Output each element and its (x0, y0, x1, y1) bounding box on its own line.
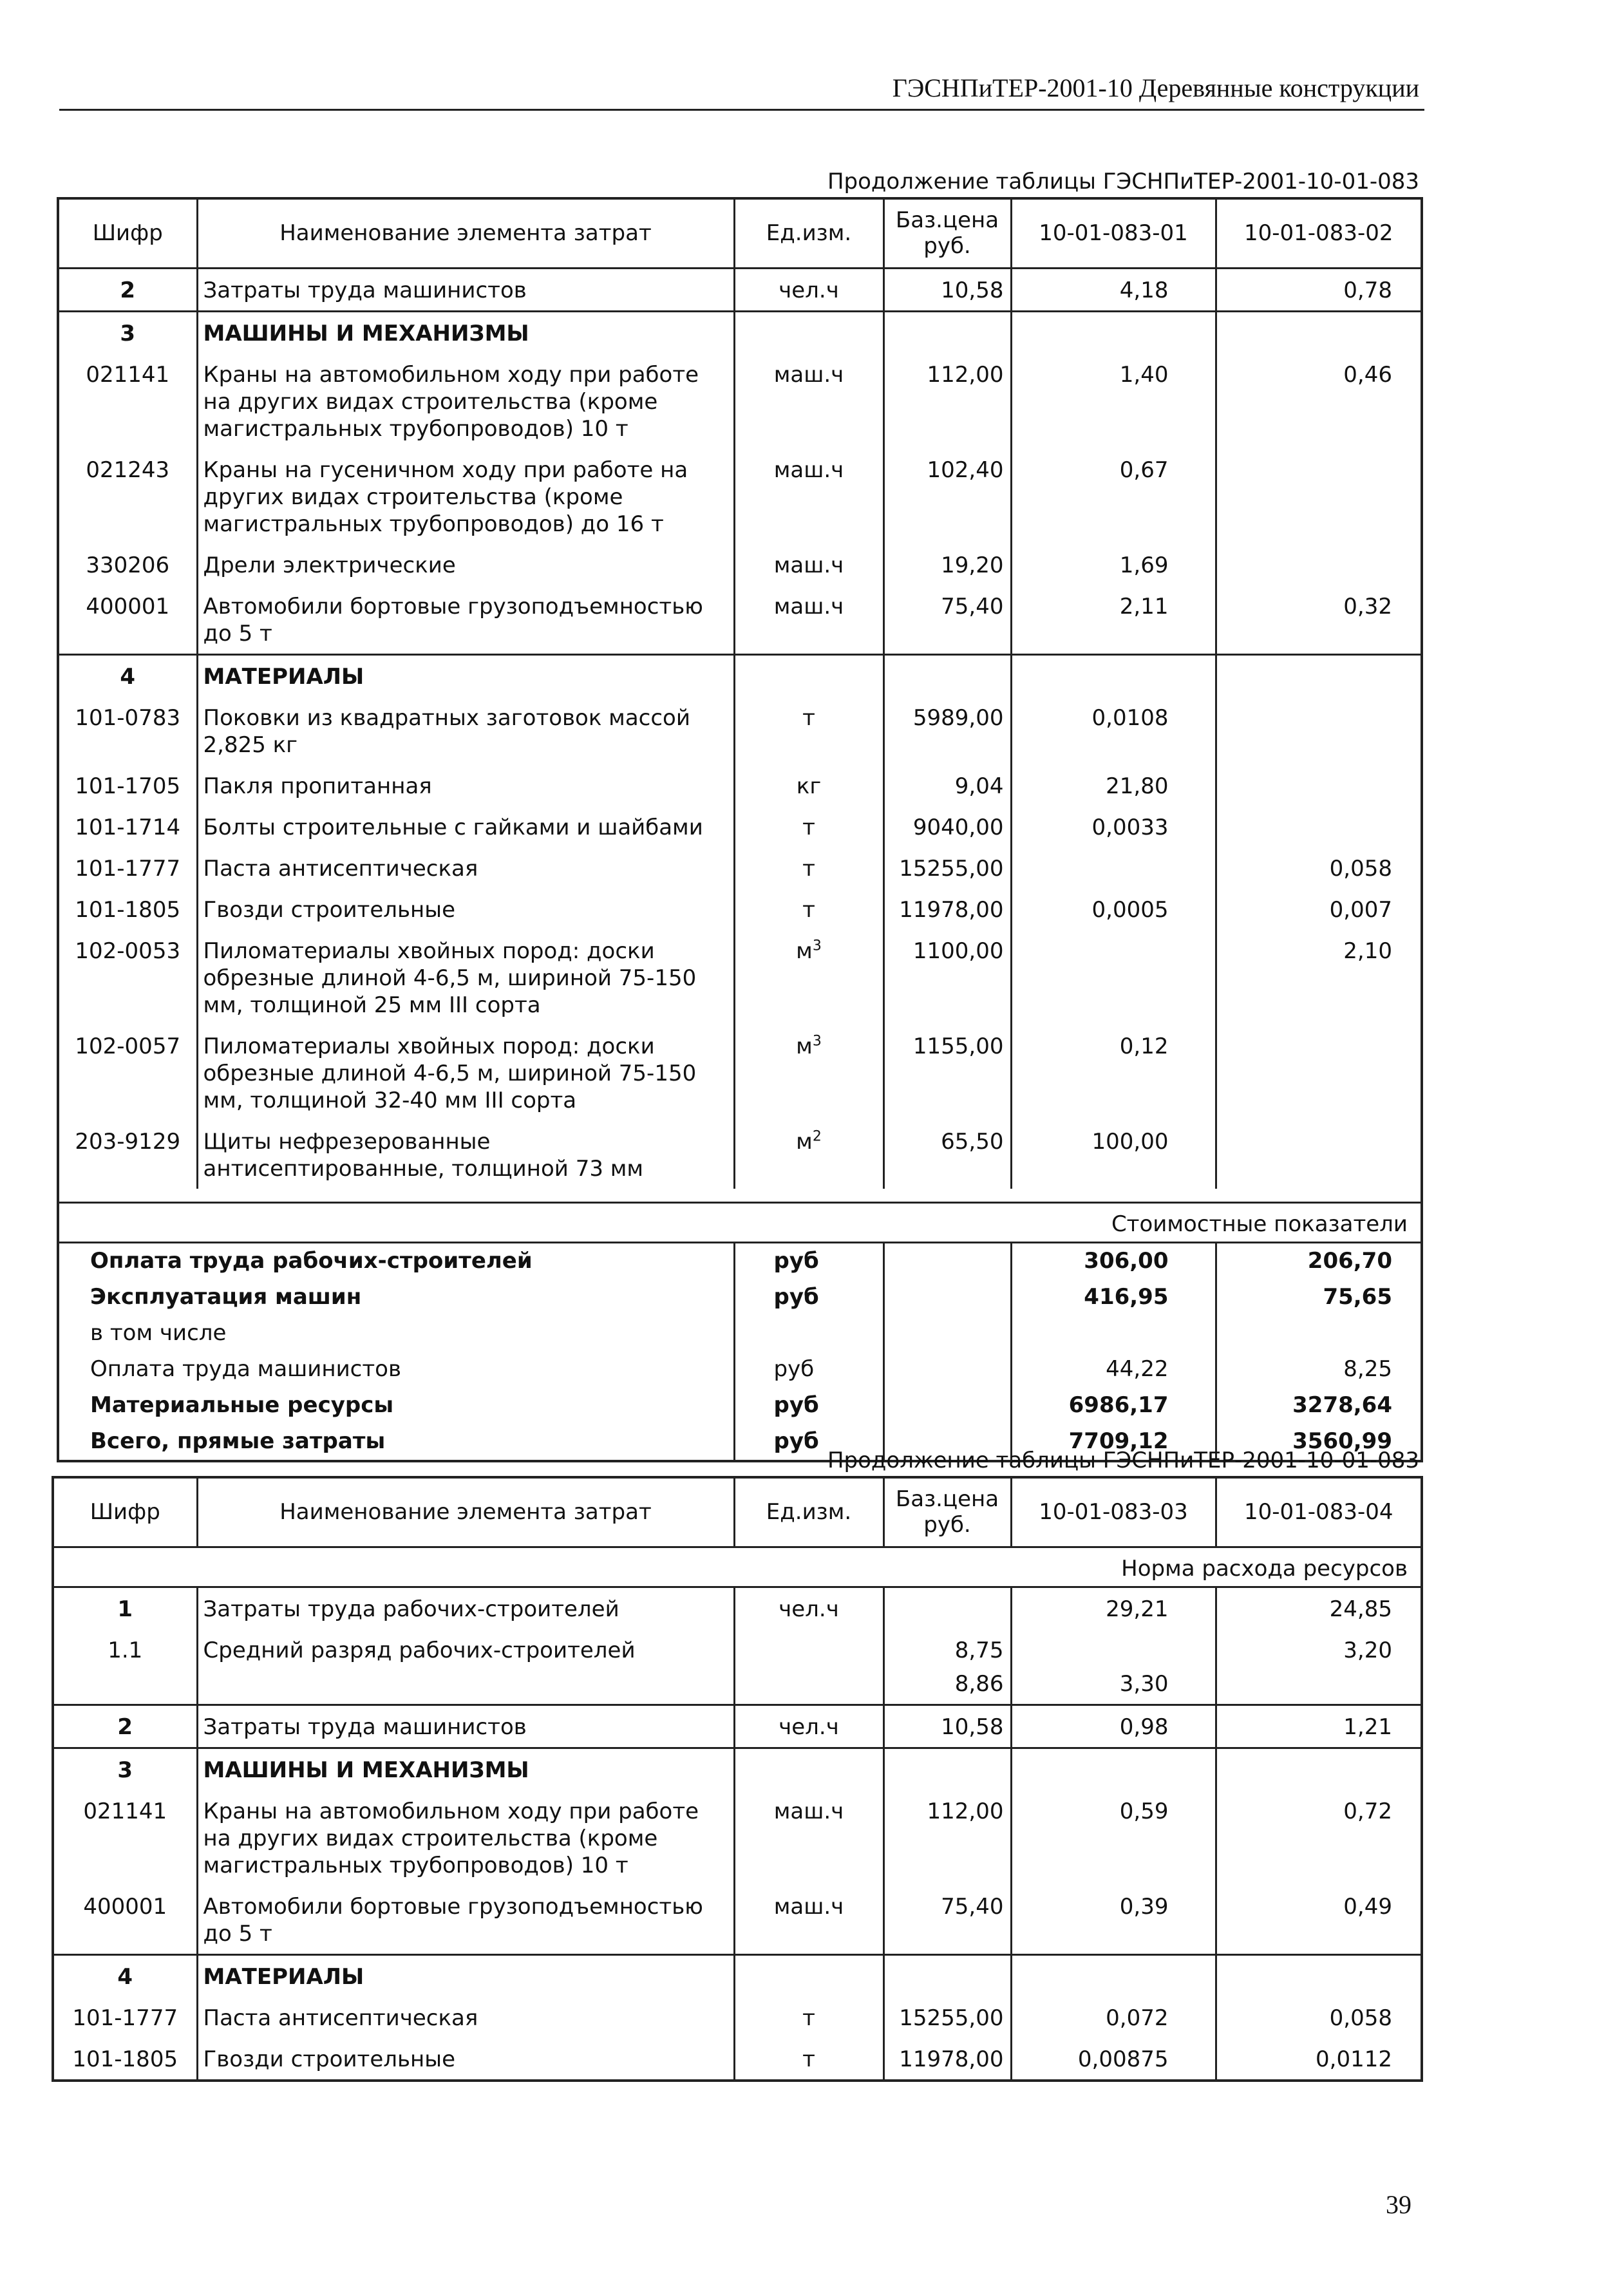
row-price: 15255,00 (883, 1997, 1011, 2038)
row-value-2: 1,21 (1216, 1705, 1422, 1748)
col-header-unit: Ед.изм. (734, 198, 883, 268)
table-row (58, 268, 1422, 311)
row-code: 203-9129 (58, 1120, 197, 1189)
row-unit (734, 585, 883, 655)
table-row (53, 2038, 1422, 2081)
row-price: 75,40 (883, 1885, 1011, 1955)
row-value-2: 0,32 (1216, 585, 1422, 655)
row-unit (734, 544, 883, 585)
totals-label: Оплата труда рабочих-строителей (58, 1243, 734, 1280)
unit-exponent: 3 (812, 1033, 822, 1050)
row-value-2 (1216, 697, 1422, 765)
row-value-2 (1216, 806, 1422, 847)
row-price (883, 311, 1011, 354)
unit-text: маш.ч (773, 552, 844, 578)
table-row (58, 449, 1422, 544)
row-unit (734, 1885, 883, 1955)
row-unit (734, 449, 883, 544)
unit-text: т (802, 2046, 815, 2072)
totals-value-1: 6986,17 (1011, 1388, 1216, 1424)
row-name: Паста антисептическая (197, 847, 734, 889)
row-value-1: 0,072 (1011, 1997, 1216, 2038)
row-code: 102-0053 (58, 930, 197, 1025)
col-header-price: Баз.цена руб. (883, 1477, 1011, 1547)
row-unit (734, 268, 883, 311)
table-row (58, 930, 1422, 1025)
col-header-c1: 10-01-083-01 (1011, 198, 1216, 268)
row-price: 10,58 (883, 268, 1011, 311)
row-value-2: 2,10 (1216, 930, 1422, 1025)
row-value-1 (1011, 847, 1216, 889)
table-row (58, 765, 1422, 806)
row-value-1: 0,0033 (1011, 806, 1216, 847)
row-price: 11978,00 (883, 889, 1011, 930)
table-row (53, 1670, 1422, 1705)
totals-price-empty (883, 1280, 1011, 1316)
row-unit (734, 1670, 883, 1705)
row-code: 3 (58, 311, 197, 354)
table1-caption: Продолжение таблицы ГЭСНПиТЕР-2001-10-01-083 (827, 169, 1419, 194)
row-price: 65,50 (883, 1120, 1011, 1189)
row-unit (734, 1997, 883, 2038)
table-row (58, 585, 1422, 655)
table-row (58, 311, 1422, 354)
row-price: 75,40 (883, 585, 1011, 655)
totals-value-2: 8,25 (1216, 1352, 1422, 1388)
row-value-1: 0,59 (1011, 1790, 1216, 1885)
row-code: 2 (58, 268, 197, 311)
totals-unit (734, 1316, 883, 1352)
row-unit (734, 765, 883, 806)
col-header-unit: Ед.изм. (734, 1477, 883, 1547)
unit-text: чел.ч (779, 277, 839, 303)
table-row (58, 697, 1422, 765)
row-value-1: 0,98 (1011, 1705, 1216, 1748)
row-value-2 (1216, 544, 1422, 585)
row-value-1: 2,11 (1011, 585, 1216, 655)
row-value-1: 0,0108 (1011, 697, 1216, 765)
totals-value-2 (1216, 1316, 1422, 1352)
unit-exponent: 2 (812, 1128, 822, 1145)
totals-value-2: 206,70 (1216, 1243, 1422, 1280)
totals-unit: руб (734, 1243, 883, 1280)
unit-text: т (802, 896, 815, 923)
table-row (58, 654, 1422, 697)
row-name: Пиломатериалы хвойных пород: доски обрезные длиной 4-6,5 м, шириной 75-150 мм, толщиной 25 мм III сорта (197, 930, 734, 1025)
unit-exponent: 3 (812, 938, 822, 954)
unit-text: чел.ч (779, 1596, 839, 1622)
row-name: Пиломатериалы хвойных пород: доски обрезные длиной 4-6,5 м, шириной 75-150 мм, толщиной 32-40 мм III сорта (197, 1025, 734, 1120)
table-row (58, 544, 1422, 585)
row-value-2: 0,058 (1216, 847, 1422, 889)
row-code: 400001 (53, 1885, 197, 1955)
totals-price-empty (883, 1352, 1011, 1388)
row-name: Поковки из квадратных заготовок массой 2,825 кг (197, 697, 734, 765)
row-value-2 (1216, 1748, 1422, 1790)
row-price: 112,00 (883, 354, 1011, 449)
band-label: Норма расхода ресурсов (53, 1547, 1422, 1587)
row-value-2: 24,85 (1216, 1587, 1422, 1629)
row-value-1 (1011, 1954, 1216, 1997)
row-value-1: 0,67 (1011, 449, 1216, 544)
table-row (53, 1587, 1422, 1629)
row-price: 102,40 (883, 449, 1011, 544)
row-unit (734, 654, 883, 697)
row-code: 4 (53, 1954, 197, 1997)
row-price: 15255,00 (883, 847, 1011, 889)
row-name: МАШИНЫ И МЕХАНИЗМЫ (197, 1748, 734, 1790)
row-unit (734, 697, 883, 765)
table-row (58, 1025, 1422, 1120)
table-row (58, 806, 1422, 847)
row-price: 9,04 (883, 765, 1011, 806)
row-price: 5989,00 (883, 697, 1011, 765)
row-unit (734, 889, 883, 930)
table-row (53, 1954, 1422, 1997)
row-name: Средний разряд рабочих-строителей (197, 1629, 734, 1670)
totals-row (58, 1243, 1422, 1280)
cost-table-1 (57, 197, 1423, 1462)
table-row (58, 847, 1422, 889)
row-name (197, 1670, 734, 1705)
row-name: Краны на автомобильном ходу при работе на других видах строительства (кроме магистральных трубопроводов) 10 т (197, 1790, 734, 1885)
row-unit (734, 1587, 883, 1629)
row-price: 11978,00 (883, 2038, 1011, 2081)
row-value-1: 21,80 (1011, 765, 1216, 806)
row-unit (734, 354, 883, 449)
unit-text: маш.ч (773, 457, 844, 483)
row-unit (734, 1025, 883, 1120)
row-unit (734, 1629, 883, 1670)
row-value-2: 0,0112 (1216, 2038, 1422, 2081)
row-name: Гвозди строительные (197, 889, 734, 930)
row-value-1 (1011, 654, 1216, 697)
row-name: Затраты труда рабочих-строителей (197, 1587, 734, 1629)
totals-price-empty (883, 1316, 1011, 1352)
unit-text: т (802, 855, 815, 882)
row-value-2 (1216, 311, 1422, 354)
totals-label: Материальные ресурсы (58, 1388, 734, 1424)
table-row (53, 1748, 1422, 1790)
row-value-2: 0,49 (1216, 1885, 1422, 1955)
row-code: 3 (53, 1748, 197, 1790)
row-value-1 (1011, 1748, 1216, 1790)
cost-table-2 (52, 1476, 1423, 2082)
table-header-row (58, 198, 1422, 268)
unit-text: маш.ч (773, 361, 844, 388)
row-code (53, 1670, 197, 1705)
row-price: 8,75 (883, 1629, 1011, 1670)
totals-row (58, 1316, 1422, 1352)
totals-value-2: 75,65 (1216, 1280, 1422, 1316)
row-unit (734, 1954, 883, 1997)
row-name: МАТЕРИАЛЫ (197, 654, 734, 697)
row-price: 1100,00 (883, 930, 1011, 1025)
spacer-cell (58, 1189, 1422, 1203)
totals-value-1: 306,00 (1011, 1243, 1216, 1280)
row-code: 101-1777 (58, 847, 197, 889)
row-name: Дрели электрические (197, 544, 734, 585)
col-header-c1: 10-01-083-03 (1011, 1477, 1216, 1547)
totals-label: Всего, прямые затраты (58, 1424, 734, 1461)
row-price: 1155,00 (883, 1025, 1011, 1120)
row-value-1 (1011, 1629, 1216, 1670)
totals-row (58, 1280, 1422, 1316)
row-code: 101-1714 (58, 806, 197, 847)
totals-row (58, 1388, 1422, 1424)
totals-price-empty (883, 1243, 1011, 1280)
unit-text: маш.ч (773, 1893, 844, 1920)
row-name: Паста антисептическая (197, 1997, 734, 2038)
row-name: Краны на гусеничном ходу при работе на других видах строительства (кроме магистральных трубопроводов) до 16 т (197, 449, 734, 544)
unit-text: т (802, 2005, 815, 2031)
totals-label: в том числе (58, 1316, 734, 1352)
row-price: 19,20 (883, 544, 1011, 585)
row-value-1: 4,18 (1011, 268, 1216, 311)
row-price: 112,00 (883, 1790, 1011, 1885)
row-value-1: 0,00875 (1011, 2038, 1216, 2081)
row-unit (734, 311, 883, 354)
unit-text: м (796, 938, 813, 964)
totals-price-empty (883, 1388, 1011, 1424)
totals-unit: руб (734, 1280, 883, 1316)
row-unit (734, 1790, 883, 1885)
row-name: Щиты нефрезерованные антисептированные, толщиной 73 мм (197, 1120, 734, 1189)
row-unit (734, 1748, 883, 1790)
table-row (58, 889, 1422, 930)
row-code: 101-1805 (58, 889, 197, 930)
row-value-1: 0,0005 (1011, 889, 1216, 930)
spacer-row (58, 1189, 1422, 1203)
row-unit (734, 1705, 883, 1748)
row-code: 101-1805 (53, 2038, 197, 2081)
row-value-2 (1216, 765, 1422, 806)
unit-text: маш.ч (773, 593, 844, 619)
row-name: Затраты труда машинистов (197, 1705, 734, 1748)
row-name: МАШИНЫ И МЕХАНИЗМЫ (197, 311, 734, 354)
table-header-row (53, 1477, 1422, 1547)
totals-row (58, 1352, 1422, 1388)
unit-text: м (796, 1128, 813, 1155)
page-header: ГЭСНПиТЕР-2001-10 Деревянные конструкции (59, 71, 1424, 111)
row-unit (734, 806, 883, 847)
unit-text: чел.ч (779, 1714, 839, 1740)
row-name: Пакля пропитанная (197, 765, 734, 806)
row-value-2 (1216, 1954, 1422, 1997)
row-code: 101-1705 (58, 765, 197, 806)
row-value-2 (1216, 1120, 1422, 1189)
row-price (883, 654, 1011, 697)
row-name: Автомобили бортовые грузоподъемностью до 5 т (197, 585, 734, 655)
totals-value-1: 7709,12 (1011, 1424, 1216, 1461)
row-value-2 (1216, 654, 1422, 697)
col-header-name: Наименование элемента затрат (197, 1477, 734, 1547)
row-value-1: 29,21 (1011, 1587, 1216, 1629)
row-name: Автомобили бортовые грузоподъемностью до 5 т (197, 1885, 734, 1955)
row-value-1: 1,40 (1011, 354, 1216, 449)
table-row (58, 1120, 1422, 1189)
row-value-2 (1216, 1670, 1422, 1705)
col-header-c2: 10-01-083-02 (1216, 198, 1422, 268)
totals-label: Оплата труда машинистов (58, 1352, 734, 1388)
band-row (53, 1547, 1422, 1587)
row-value-2: 0,78 (1216, 268, 1422, 311)
totals-value-1: 44,22 (1011, 1352, 1216, 1388)
row-code: 101-0783 (58, 697, 197, 765)
row-price (883, 1587, 1011, 1629)
row-code: 021141 (58, 354, 197, 449)
totals-unit: руб (734, 1388, 883, 1424)
row-code: 2 (53, 1705, 197, 1748)
table2-caption: Продолжение таблицы ГЭСНПиТЕР-2001-10-01-083 (827, 1448, 1419, 1473)
row-unit (734, 1120, 883, 1189)
row-code: 330206 (58, 544, 197, 585)
col-header-code: Шифр (58, 198, 197, 268)
row-unit (734, 2038, 883, 2081)
col-header-c2: 10-01-083-04 (1216, 1477, 1422, 1547)
row-value-2 (1216, 1025, 1422, 1120)
row-name: МАТЕРИАЛЫ (197, 1954, 734, 1997)
row-name: Гвозди строительные (197, 2038, 734, 2081)
row-value-2: 0,007 (1216, 889, 1422, 930)
totals-unit: руб (734, 1424, 883, 1461)
row-value-2: 0,72 (1216, 1790, 1422, 1885)
row-code: 400001 (58, 585, 197, 655)
table-row (53, 1705, 1422, 1748)
unit-text: кг (796, 773, 822, 799)
band-row (58, 1203, 1422, 1243)
row-value-2: 3,20 (1216, 1629, 1422, 1670)
totals-label: Эксплуатация машин (58, 1280, 734, 1316)
row-value-1: 100,00 (1011, 1120, 1216, 1189)
row-name: Краны на автомобильном ходу при работе на других видах строительства (кроме магистральных трубопроводов) 10 т (197, 354, 734, 449)
row-price: 10,58 (883, 1705, 1011, 1748)
row-value-1: 3,30 (1011, 1670, 1216, 1705)
col-header-code: Шифр (53, 1477, 197, 1547)
row-value-1 (1011, 311, 1216, 354)
row-value-1: 0,39 (1011, 1885, 1216, 1955)
unit-text: т (802, 704, 815, 731)
table-row (58, 354, 1422, 449)
totals-value-2: 3278,64 (1216, 1388, 1422, 1424)
row-name: Затраты труда машинистов (197, 268, 734, 311)
row-code: 4 (58, 654, 197, 697)
row-code: 1.1 (53, 1629, 197, 1670)
row-code: 101-1777 (53, 1997, 197, 2038)
table-row (53, 1885, 1422, 1955)
unit-text: маш.ч (773, 1798, 844, 1824)
totals-value-1: 416,95 (1011, 1280, 1216, 1316)
row-code: 021141 (53, 1790, 197, 1885)
page-number: 39 (1386, 2190, 1412, 2219)
row-price: 8,86 (883, 1670, 1011, 1705)
table-row (53, 1997, 1422, 2038)
totals-value-1 (1011, 1316, 1216, 1352)
row-value-2: 0,058 (1216, 1997, 1422, 2038)
row-unit (734, 930, 883, 1025)
row-price (883, 1954, 1011, 1997)
table-row (53, 1790, 1422, 1885)
band-label: Стоимостные показатели (58, 1203, 1422, 1243)
row-value-2: 0,46 (1216, 354, 1422, 449)
totals-value-2: 3560,99 (1216, 1424, 1422, 1461)
row-code: 1 (53, 1587, 197, 1629)
totals-unit: руб (734, 1352, 883, 1388)
row-code: 102-0057 (58, 1025, 197, 1120)
unit-text: т (802, 814, 815, 840)
row-value-2 (1216, 449, 1422, 544)
unit-text: м (796, 1033, 813, 1059)
row-price (883, 1748, 1011, 1790)
row-price: 9040,00 (883, 806, 1011, 847)
row-unit (734, 847, 883, 889)
col-header-price: Баз.цена руб. (883, 198, 1011, 268)
row-value-1: 1,69 (1011, 544, 1216, 585)
col-header-name: Наименование элемента затрат (197, 198, 734, 268)
table-row (53, 1629, 1422, 1670)
row-value-1: 0,12 (1011, 1025, 1216, 1120)
row-name: Болты строительные с гайками и шайбами (197, 806, 734, 847)
row-value-1 (1011, 930, 1216, 1025)
row-code: 021243 (58, 449, 197, 544)
